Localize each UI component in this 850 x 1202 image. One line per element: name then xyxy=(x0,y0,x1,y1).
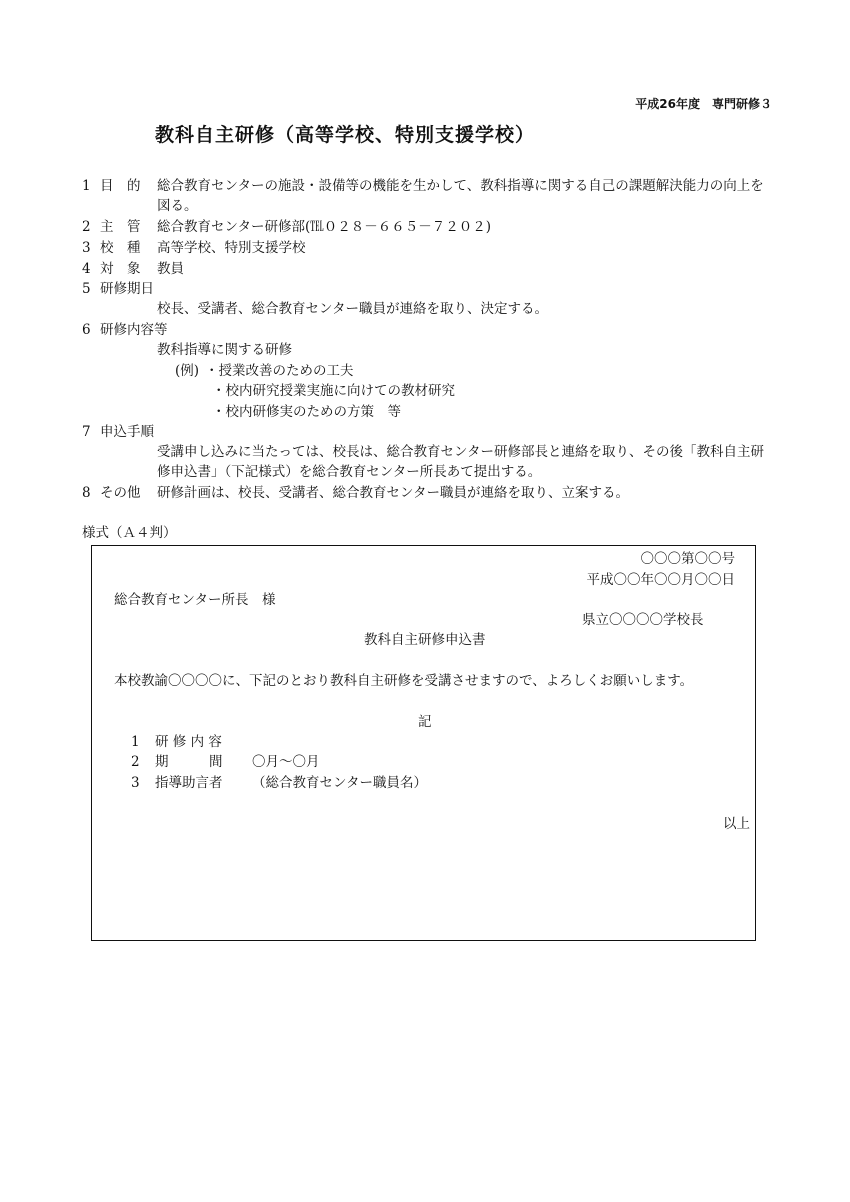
item-label: 目 的 xyxy=(100,178,141,194)
item-value: 受講申し込みに当たっては、校長は、総合教育センター研修部長と連絡を取り、その後「教科自主研 xyxy=(157,444,764,460)
form-row-label: 研 修 内 容 xyxy=(155,734,222,750)
item-label: その他 xyxy=(100,485,141,501)
item-number: 8 xyxy=(82,485,91,501)
form-row-label: 指導助言者 xyxy=(155,775,223,791)
form-row-number: 2 xyxy=(131,754,140,770)
item-number: 3 xyxy=(82,240,91,256)
form-ki: 記 xyxy=(418,714,432,730)
form-ijo: 以上 xyxy=(723,816,750,832)
item-value: 総合教育センターの施設・設備等の機能を生かして、教科指導に関する自己の課題解決能力の向上を xyxy=(157,178,764,194)
example-item: ・授業改善のための工夫 xyxy=(205,363,354,379)
item-value: 教員 xyxy=(157,261,184,277)
item-number: 7 xyxy=(82,424,91,440)
form-row-value: （総合教育センター職員名） xyxy=(252,775,427,791)
form-title: 教科自主研修申込書 xyxy=(364,632,486,648)
form-row-number: 1 xyxy=(131,734,140,750)
document-code: 平成26年度 専門研修３ xyxy=(635,97,772,111)
form-row-number: 3 xyxy=(131,775,140,791)
form-sender: 県立〇〇〇〇学校長 xyxy=(582,612,704,628)
item-number: 5 xyxy=(82,281,91,297)
item-label: 研修内容等 xyxy=(100,322,168,338)
page-title: 教科自主研修（高等学校、特別支援学校） xyxy=(155,124,536,146)
form-row-label: 期 間 xyxy=(155,754,223,770)
form-label: 様式（Ａ４判） xyxy=(82,525,177,541)
item-number: 4 xyxy=(82,261,91,277)
item-label: 対 象 xyxy=(100,261,141,277)
form-doc-number: 〇〇〇第〇〇号 xyxy=(640,551,735,567)
item-intro: 教科指導に関する研修 xyxy=(157,342,292,358)
item-label: 校 種 xyxy=(100,240,141,256)
form-row-value: 〇月～〇月 xyxy=(252,754,320,770)
item-value: 研修計画は、校長、受講者、総合教育センター職員が連絡を取り、立案する。 xyxy=(157,485,629,501)
item-value-continued: 図る。 xyxy=(157,198,198,214)
example-prefix: (例) xyxy=(175,363,200,379)
form-date: 平成〇〇年〇〇月〇〇日 xyxy=(586,572,735,588)
example-item: ・校内研究授業実施に向けての教材研究 xyxy=(212,383,455,399)
item-value: 校長、受講者、総合教育センター職員が連絡を取り、決定する。 xyxy=(157,301,548,317)
item-label: 研修期日 xyxy=(100,281,154,297)
item-label: 申込手順 xyxy=(100,424,154,440)
item-value: 総合教育センター研修部(℡０２８－６６５－７２０２) xyxy=(157,219,491,235)
item-label: 主 管 xyxy=(100,219,141,235)
example-item: ・校内研修実のための方策 等 xyxy=(212,404,401,420)
item-value-continued: 修申込書」（下記様式）を総合教育センター所長あて提出する。 xyxy=(157,464,542,480)
form-body: 本校教諭〇〇〇〇に、下記のとおり教科自主研修を受講させますので、よろしくお願いします。 xyxy=(114,673,694,689)
item-number: 2 xyxy=(82,219,91,235)
item-number: 1 xyxy=(82,178,91,194)
item-value: 高等学校、特別支援学校 xyxy=(157,240,306,256)
item-number: 6 xyxy=(82,322,91,338)
form-addressee: 総合教育センター所長 様 xyxy=(114,592,276,608)
